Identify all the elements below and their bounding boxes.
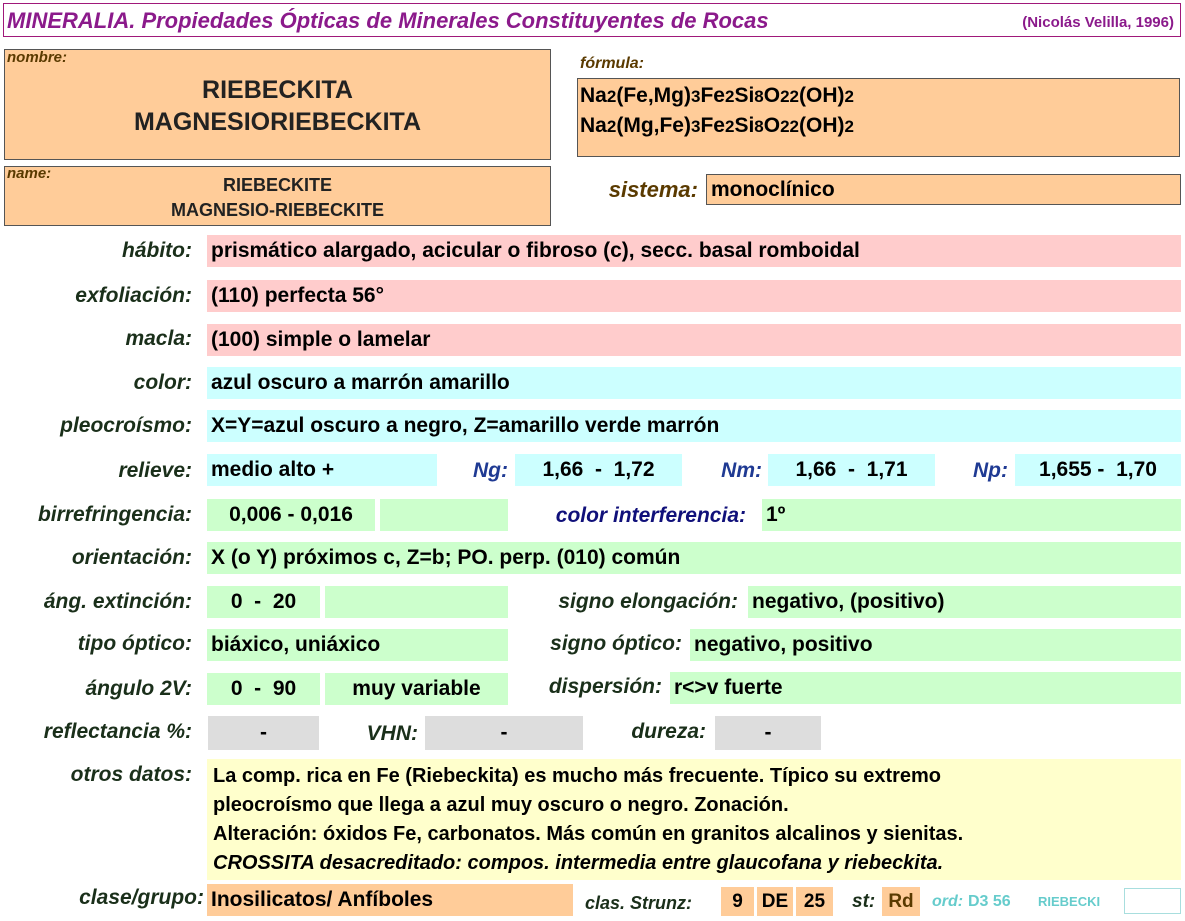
formula-part: Fe: [700, 114, 725, 137]
formula-box: [577, 78, 1180, 157]
formula-part: Na: [580, 84, 607, 107]
formula-subscript: 8: [754, 87, 764, 106]
nm-value: 1,66 - 1,71: [768, 454, 935, 486]
reflectancia-label: reflectancia %:: [43, 720, 192, 743]
vhn-value: -: [425, 716, 583, 750]
reflectancia-value: -: [208, 716, 319, 750]
macla-value: (100) simple o lamelar: [207, 324, 1181, 356]
sistema-value: monoclínico: [706, 174, 1181, 205]
ng-label: Ng:: [473, 459, 508, 482]
st-label: st:: [852, 891, 876, 912]
color-value: azul oscuro a marrón amarillo: [207, 367, 1181, 399]
formula-part: (OH): [799, 84, 845, 107]
exfoliacion-label: exfoliación:: [75, 284, 192, 307]
ng-value: 1,66 - 1,72: [515, 454, 682, 486]
formula-subscript: 22: [780, 87, 800, 106]
angulo-2v-extra: muy variable: [325, 673, 508, 705]
angulo-2v-label: ángulo 2V:: [85, 677, 192, 700]
otros-line3: Alteración: óxidos Fe, carbonatos. Más común en granitos alcalinos y sienitas.: [213, 823, 964, 845]
pleocroismo-value: X=Y=azul oscuro a negro, Z=amarillo verde marrón: [207, 410, 1181, 442]
habito-value: prismático alargado, acicular o fibroso (c), secc. basal romboidal: [207, 235, 1181, 267]
relieve-label: relieve:: [118, 459, 192, 482]
clase-grupo-value: Inosilicatos/ Anfíboles: [207, 884, 573, 916]
birrefringencia-value: 0,006 - 0,016: [207, 499, 375, 531]
clase-grupo-label: clase/grupo:: [79, 886, 204, 909]
formula-label: fórmula:: [580, 55, 644, 72]
extincion-extra: [325, 586, 508, 618]
formula-subscript: 22: [780, 117, 800, 136]
formula-subscript: 2: [724, 87, 735, 106]
dureza-label: dureza:: [631, 720, 706, 743]
formula-subscript: 3: [690, 117, 701, 136]
formula-part: (Mg,Fe): [616, 114, 691, 137]
nombre-label: nombre:: [7, 49, 67, 66]
color-label: color:: [133, 371, 192, 394]
exfoliacion-value: (110) perfecta 56°: [207, 280, 1181, 312]
orientacion-value: X (o Y) próximos c, Z=b; PO. perp. (010) común: [207, 542, 1181, 574]
extincion-value: 0 - 20: [207, 586, 320, 618]
sistema-label: sistema:: [608, 177, 698, 202]
formula-line2: [580, 114, 854, 138]
extincion-label: áng. extinción:: [43, 590, 192, 613]
signo-optico-label: signo óptico:: [550, 632, 682, 655]
ord-label: ord:: [932, 893, 964, 910]
formula-subscript: 2: [606, 87, 617, 106]
formula-part: (OH): [799, 114, 845, 137]
ord-value: D3 56: [968, 893, 1011, 910]
nombre-box: [4, 49, 551, 160]
signo-elongacion-value: negativo, (positivo): [748, 586, 1181, 618]
habito-label: hábito:: [122, 239, 192, 262]
otros-line4: CROSSITA desacreditado: compos. intermedia entre glaucofana y riebeckita.: [213, 852, 944, 874]
macla-label: macla:: [125, 327, 192, 350]
formula-subscript: 2: [844, 117, 854, 136]
name-box: [4, 166, 551, 226]
name-label: name:: [7, 165, 52, 182]
st-value: Rd: [882, 887, 920, 916]
strunz-value-3: 25: [796, 887, 833, 916]
color-interferencia-value: 1º: [762, 499, 1181, 531]
mineral-code: RIEBECKI: [1038, 894, 1101, 909]
formula-part: Si: [734, 84, 755, 107]
formula-part: (Fe,Mg): [616, 84, 691, 107]
otros-datos-box: [207, 759, 1181, 880]
np-label: Np:: [973, 459, 1008, 482]
otros-line1: La comp. rica en Fe (Riebeckita) es mucho más frecuente. Típico su extremo: [213, 765, 942, 787]
nombre-line1: RIEBECKITA: [202, 76, 353, 104]
birrefringencia-label: birrefringencia:: [37, 503, 192, 526]
page-title: MINERALIA. Propiedades Ópticas de Minerales Constituyentes de Rocas: [7, 8, 769, 33]
formula-part: Si: [734, 114, 755, 137]
tipo-optico-value: biáxico, uniáxico: [207, 629, 508, 661]
tipo-optico-label: tipo óptico:: [77, 632, 192, 655]
orientacion-label: orientación:: [71, 546, 192, 569]
signo-optico-value: negativo, positivo: [690, 629, 1181, 661]
formula-line1: [580, 84, 854, 108]
formula-subscript: 8: [754, 117, 764, 136]
angulo-2v-value: 0 - 90: [207, 673, 320, 705]
relieve-value: medio alto +: [207, 454, 437, 486]
formula-part: O: [763, 84, 781, 107]
nm-label: Nm:: [721, 459, 762, 482]
birrefringencia-extra: [380, 499, 508, 531]
name-line2: MAGNESIO-RIEBECKITE: [170, 200, 384, 220]
otros-line2: pleocroísmo que llega a azul muy oscuro o negro. Zonación.: [213, 794, 789, 816]
strunz-label: clas. Strunz:: [585, 893, 693, 913]
name-line1: RIEBECKITE: [222, 175, 332, 195]
vhn-label: VHN:: [366, 722, 418, 745]
formula-part: Na: [580, 114, 607, 137]
np-value: 1,655 - 1,70: [1015, 454, 1181, 486]
dispersion-value: r<>v fuerte: [670, 672, 1181, 704]
dureza-value: -: [715, 716, 821, 750]
code-input-box[interactable]: [1124, 888, 1181, 914]
formula-subscript: 3: [690, 87, 701, 106]
signo-elongacion-label: signo elongación:: [558, 590, 738, 613]
header-bar: [3, 3, 1181, 37]
formula-subscript: 2: [606, 117, 617, 136]
formula-part: Fe: [700, 84, 725, 107]
pleocroismo-label: pleocroísmo:: [60, 414, 192, 437]
nombre-line2: MAGNESIORIEBECKITA: [133, 108, 422, 136]
strunz-value-1: 9: [721, 887, 754, 916]
color-interferencia-label: color interferencia:: [555, 504, 746, 527]
formula-subscript: 2: [724, 117, 735, 136]
strunz-value-2: DE: [757, 887, 793, 916]
dispersion-label: dispersión:: [548, 675, 662, 698]
author-credit: (Nicolás Velilla, 1996): [1022, 14, 1174, 31]
formula-part: O: [763, 114, 781, 137]
formula-subscript: 2: [844, 87, 854, 106]
otros-datos-label: otros datos:: [70, 763, 192, 786]
